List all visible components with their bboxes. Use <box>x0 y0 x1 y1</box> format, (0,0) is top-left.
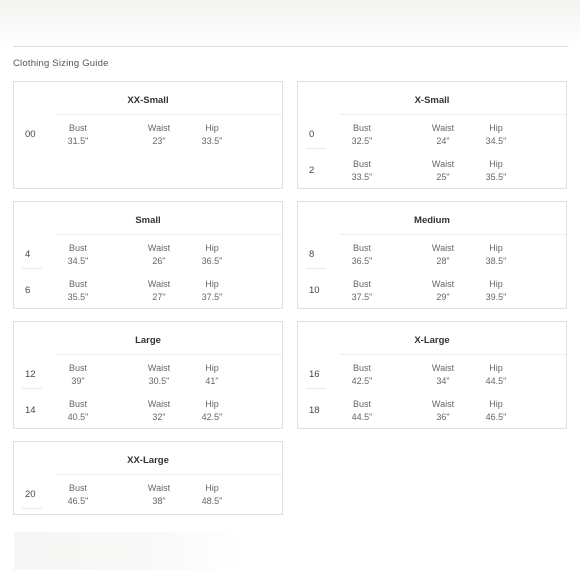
waist-label: Waist <box>431 363 455 373</box>
bust-cell <box>48 362 108 388</box>
table-row <box>14 118 282 150</box>
bust-cell <box>48 482 108 508</box>
hip-label: Hip <box>489 363 503 373</box>
bust-value: 32.5" <box>351 136 373 146</box>
card-title: Large <box>135 335 161 346</box>
row-divider <box>306 268 326 269</box>
waist-label: Waist <box>431 159 455 169</box>
bust-cell <box>332 122 392 148</box>
hip-value: 33.5" <box>201 136 223 146</box>
bust-cell <box>332 242 392 268</box>
size-card-x-small <box>297 81 567 189</box>
waist-cell <box>413 362 473 388</box>
top-fade <box>0 0 580 46</box>
waist-value: 29" <box>436 292 450 302</box>
table-row <box>14 394 282 426</box>
hip-value: 48.5" <box>201 496 223 506</box>
card-title: Small <box>135 215 161 226</box>
row-size: 2 <box>309 165 315 176</box>
waist-label: Waist <box>147 243 171 253</box>
bust-label: Bust <box>352 363 371 373</box>
waist-value: 34" <box>436 376 450 386</box>
top-divider <box>13 46 568 47</box>
title-divider <box>56 474 282 475</box>
waist-cell <box>413 242 473 268</box>
row-size: 18 <box>309 405 320 416</box>
row-divider <box>22 388 42 389</box>
hip-cell <box>182 398 242 424</box>
size-card-xx-large <box>13 441 283 515</box>
table-row <box>298 154 566 186</box>
waist-value: 32" <box>152 412 166 422</box>
bust-cell <box>48 398 108 424</box>
waist-label: Waist <box>147 483 171 493</box>
waist-label: Waist <box>431 399 455 409</box>
bust-value: 34.5" <box>67 256 89 266</box>
hip-cell <box>466 278 526 304</box>
row-size: 12 <box>25 369 36 380</box>
card-title: XX-Large <box>127 455 169 466</box>
table-row <box>298 238 566 270</box>
waist-cell <box>129 398 189 424</box>
bust-value: 36.5" <box>351 256 373 266</box>
bust-cell <box>332 278 392 304</box>
hip-label: Hip <box>489 159 503 169</box>
title-divider <box>56 114 282 115</box>
table-row <box>298 394 566 426</box>
bust-value: 40.5" <box>67 412 89 422</box>
hip-label: Hip <box>205 123 219 133</box>
size-card-large <box>13 321 283 429</box>
hip-cell <box>466 242 526 268</box>
hip-label: Hip <box>489 399 503 409</box>
waist-value: 24" <box>436 136 450 146</box>
bust-label: Bust <box>68 363 87 373</box>
row-divider <box>306 148 326 149</box>
hip-value: 44.5" <box>485 376 507 386</box>
table-row <box>14 358 282 390</box>
row-size: 0 <box>309 129 315 140</box>
hip-label: Hip <box>489 123 503 133</box>
bust-cell <box>332 362 392 388</box>
title-divider <box>340 234 566 235</box>
waist-cell <box>413 122 473 148</box>
size-card-medium <box>297 201 567 309</box>
table-row <box>298 118 566 150</box>
bust-label: Bust <box>68 483 87 493</box>
hip-value: 34.5" <box>485 136 507 146</box>
table-row <box>14 478 282 510</box>
hip-cell <box>182 362 242 388</box>
bust-value: 37.5" <box>351 292 373 302</box>
bust-cell <box>48 242 108 268</box>
bottom-fade <box>14 532 244 570</box>
waist-value: 38" <box>152 496 166 506</box>
table-row <box>298 358 566 390</box>
bust-label: Bust <box>352 399 371 409</box>
row-divider <box>22 268 42 269</box>
hip-cell <box>466 122 526 148</box>
bust-value: 46.5" <box>67 496 89 506</box>
size-card-x-large <box>297 321 567 429</box>
size-card-xx-small <box>13 81 283 189</box>
waist-label: Waist <box>431 243 455 253</box>
waist-cell <box>413 278 473 304</box>
bust-cell <box>332 398 392 424</box>
hip-label: Hip <box>205 279 219 289</box>
row-size: 16 <box>309 369 320 380</box>
bust-cell <box>48 278 108 304</box>
hip-value: 41" <box>205 376 219 386</box>
bust-label: Bust <box>352 243 371 253</box>
bust-cell <box>332 158 392 184</box>
bust-value: 33.5" <box>351 172 373 182</box>
bust-value: 44.5" <box>351 412 373 422</box>
bust-cell <box>48 122 108 148</box>
guide-title: Clothing Sizing Guide <box>13 58 109 69</box>
waist-cell <box>129 482 189 508</box>
waist-cell <box>129 122 189 148</box>
hip-cell <box>182 242 242 268</box>
row-size: 20 <box>25 489 36 500</box>
bust-label: Bust <box>68 399 87 409</box>
hip-value: 39.5" <box>485 292 507 302</box>
card-title: XX-Small <box>127 95 169 106</box>
row-size: 8 <box>309 249 315 260</box>
row-size: 4 <box>25 249 31 260</box>
table-row <box>14 274 282 306</box>
bust-value: 35.5" <box>67 292 89 302</box>
waist-cell <box>129 242 189 268</box>
waist-value: 30.5" <box>148 376 170 386</box>
hip-label: Hip <box>489 243 503 253</box>
title-divider <box>340 114 566 115</box>
hip-cell <box>182 122 242 148</box>
title-divider <box>56 234 282 235</box>
waist-label: Waist <box>147 363 171 373</box>
waist-cell <box>413 398 473 424</box>
bust-label: Bust <box>352 279 371 289</box>
waist-value: 36" <box>436 412 450 422</box>
waist-label: Waist <box>431 123 455 133</box>
hip-value: 42.5" <box>201 412 223 422</box>
hip-label: Hip <box>489 279 503 289</box>
hip-value: 46.5" <box>485 412 507 422</box>
bust-label: Bust <box>352 159 371 169</box>
row-size: 10 <box>309 285 320 296</box>
hip-value: 35.5" <box>485 172 507 182</box>
hip-cell <box>466 158 526 184</box>
size-card-small <box>13 201 283 309</box>
hip-value: 37.5" <box>201 292 223 302</box>
row-divider <box>22 508 42 509</box>
waist-value: 26" <box>152 256 166 266</box>
hip-cell <box>466 398 526 424</box>
table-row <box>298 274 566 306</box>
hip-label: Hip <box>205 483 219 493</box>
table-row <box>14 238 282 270</box>
row-size: 14 <box>25 405 36 416</box>
bust-label: Bust <box>68 279 87 289</box>
hip-cell <box>182 482 242 508</box>
hip-value: 36.5" <box>201 256 223 266</box>
waist-cell <box>129 362 189 388</box>
hip-label: Hip <box>205 243 219 253</box>
hip-cell <box>182 278 242 304</box>
row-divider <box>306 388 326 389</box>
card-title: X-Small <box>414 95 450 106</box>
waist-cell <box>129 278 189 304</box>
row-size: 00 <box>25 129 36 140</box>
bust-value: 42.5" <box>351 376 373 386</box>
waist-value: 27" <box>152 292 166 302</box>
waist-value: 28" <box>436 256 450 266</box>
bust-label: Bust <box>68 123 87 133</box>
waist-label: Waist <box>147 279 171 289</box>
hip-cell <box>466 362 526 388</box>
card-title: X-Large <box>414 335 450 346</box>
waist-value: 25" <box>436 172 450 182</box>
waist-label: Waist <box>147 123 171 133</box>
waist-cell <box>413 158 473 184</box>
hip-label: Hip <box>205 363 219 373</box>
bust-value: 31.5" <box>67 136 89 146</box>
title-divider <box>56 354 282 355</box>
hip-value: 38.5" <box>485 256 507 266</box>
waist-label: Waist <box>431 279 455 289</box>
waist-label: Waist <box>147 399 171 409</box>
bust-label: Bust <box>352 123 371 133</box>
hip-label: Hip <box>205 399 219 409</box>
row-size: 6 <box>25 285 31 296</box>
waist-value: 23" <box>152 136 166 146</box>
title-divider <box>340 354 566 355</box>
bust-label: Bust <box>68 243 87 253</box>
bust-value: 39" <box>71 376 85 386</box>
card-title: Medium <box>414 215 450 226</box>
